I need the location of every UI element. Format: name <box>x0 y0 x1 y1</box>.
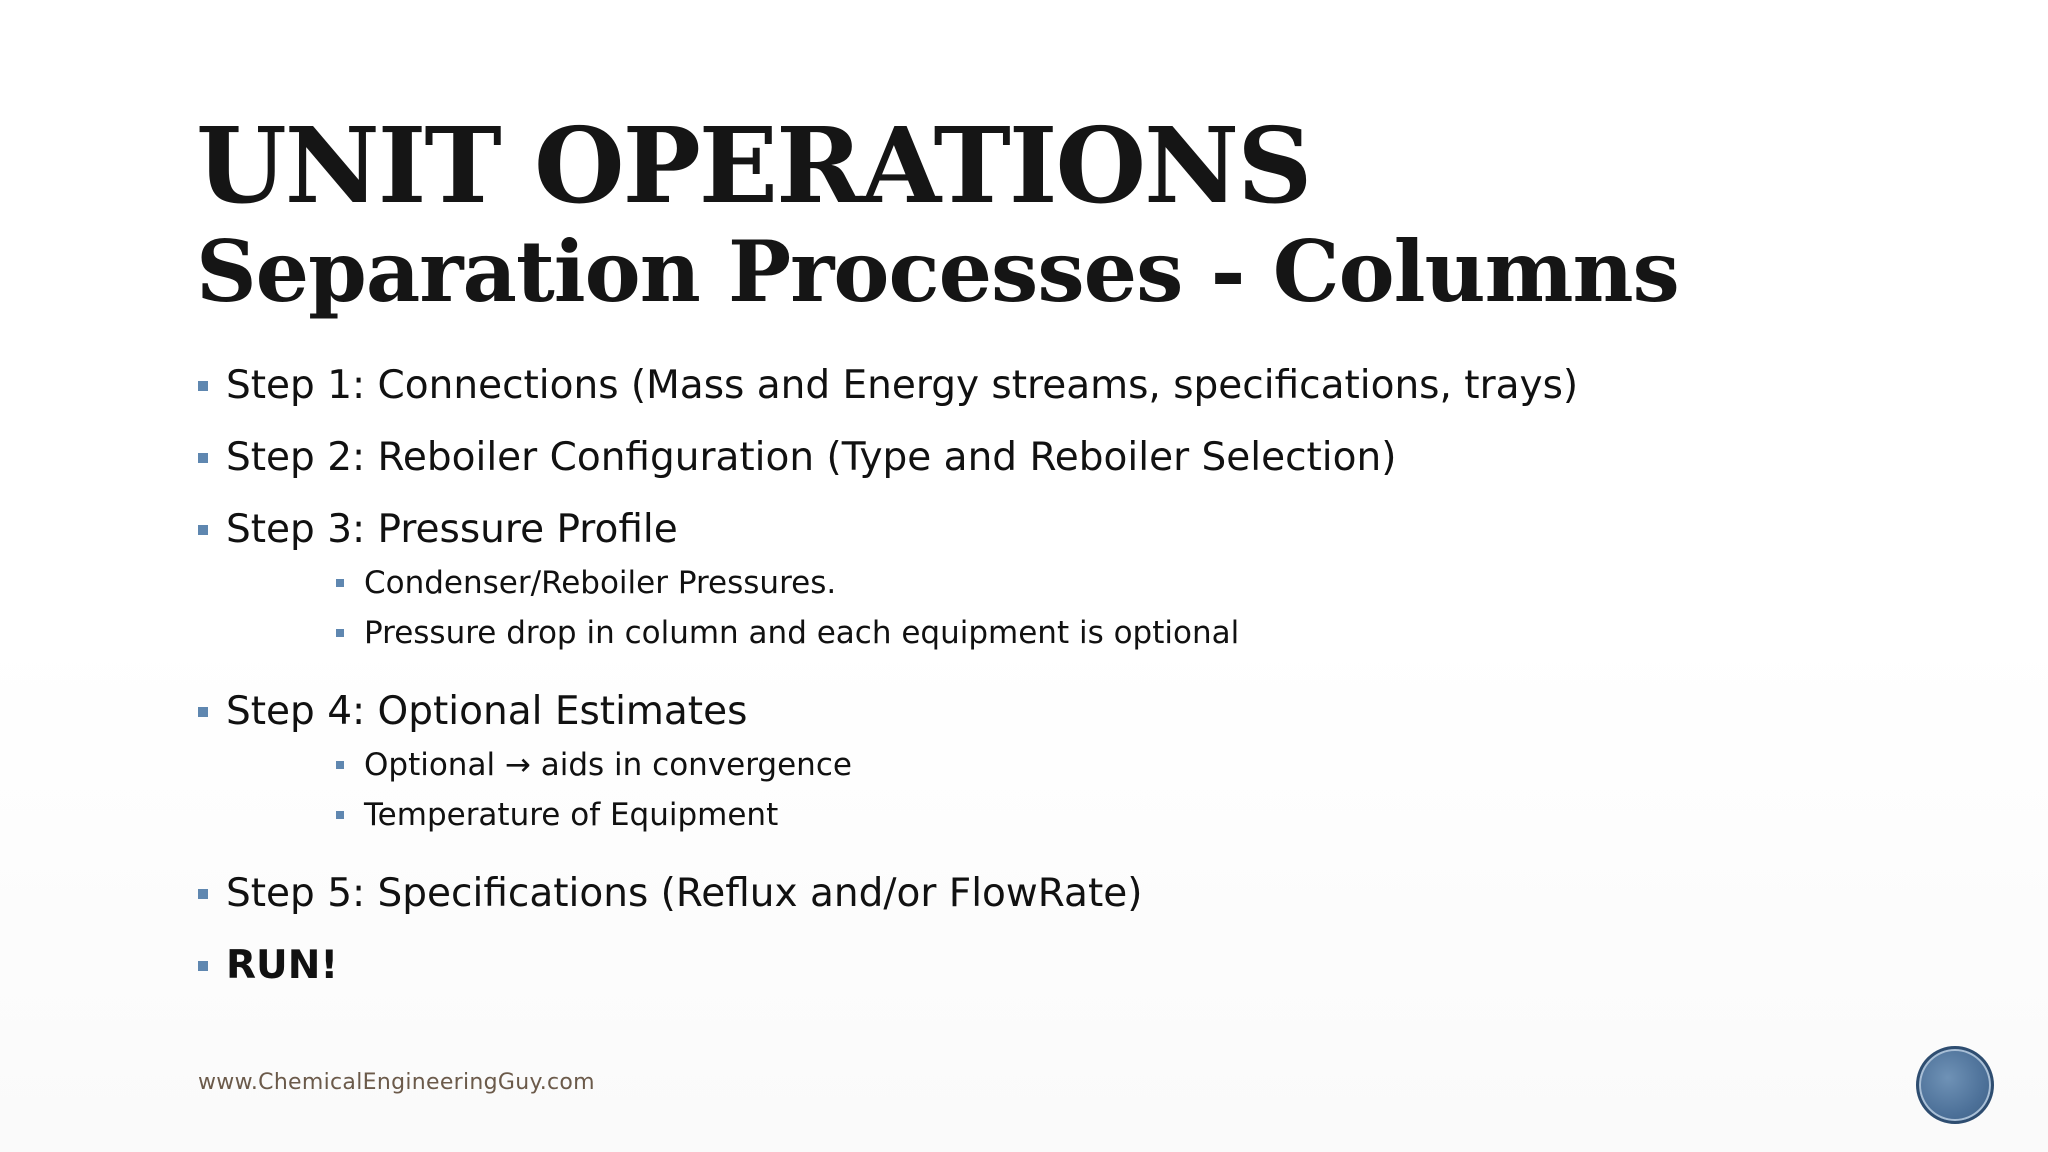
sub-bullet <box>196 608 1896 658</box>
sub-bullet-label: Pressure drop in column and each equipment is optional <box>364 615 1240 651</box>
bullet-run <box>196 938 1896 994</box>
sub-bullet <box>196 558 1896 608</box>
square-bullet-icon <box>198 707 208 717</box>
bullet-label: Step 2: Reboiler Configuration (Type and Reboiler Selection) <box>226 435 1397 480</box>
square-bullet-icon <box>198 525 208 535</box>
sub-bullet-label: Optional → aids in convergence <box>364 747 852 783</box>
sub-bullet-label: Condenser/Reboiler Pressures. <box>364 565 837 601</box>
bullet-label: Step 1: Connections (Mass and Energy streams, specifications, trays) <box>226 363 1579 408</box>
sub-bullet <box>196 790 1896 840</box>
bullet-label: RUN! <box>226 943 339 988</box>
square-bullet-icon <box>198 889 208 899</box>
bullet-step-3 <box>196 502 1896 558</box>
square-bullet-icon <box>336 629 344 637</box>
circle-badge-icon <box>1916 1046 1994 1124</box>
square-bullet-icon <box>336 579 344 587</box>
square-bullet-icon <box>198 453 208 463</box>
square-bullet-icon <box>198 381 208 391</box>
slide-subtitle: Separation Processes - Columns <box>196 222 1679 321</box>
square-bullet-icon <box>336 761 344 769</box>
sub-bullet-label: Temperature of Equipment <box>364 797 779 833</box>
slide-title: UNIT OPERATIONS <box>196 104 1311 227</box>
footer-website: www.ChemicalEngineeringGuy.com <box>198 1070 595 1095</box>
bullet-label: Step 3: Pressure Profile <box>226 507 678 552</box>
bullet-label: Step 4: Optional Estimates <box>226 689 748 734</box>
square-bullet-icon <box>336 811 344 819</box>
bullet-list <box>196 358 1896 994</box>
bullet-step-2 <box>196 430 1896 486</box>
bullet-label: Step 5: Specifications (Reflux and/or FlowRate) <box>226 871 1143 916</box>
bullet-step-5 <box>196 866 1896 922</box>
bullet-step-4 <box>196 684 1896 740</box>
square-bullet-icon <box>198 961 208 971</box>
sub-bullet <box>196 740 1896 790</box>
title-block <box>196 104 1896 322</box>
bullet-step-1 <box>196 358 1896 414</box>
